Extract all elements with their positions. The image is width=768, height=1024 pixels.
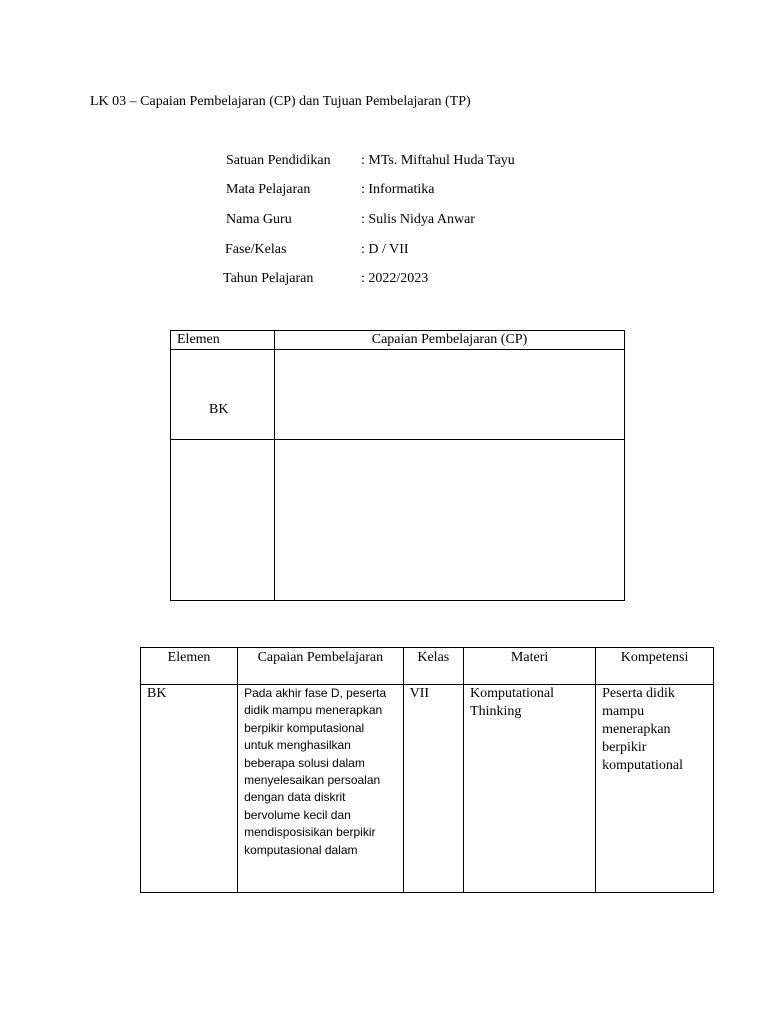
document-title: LK 03 – Capaian Pembelajaran (CP) dan Tujuan Pembelajaran (TP) xyxy=(90,94,471,109)
table-row xyxy=(171,350,625,440)
cp-table xyxy=(170,330,625,601)
info-value: : Informatika xyxy=(361,182,435,197)
header-elemen: Elemen xyxy=(141,648,238,685)
info-label: Fase/Kelas xyxy=(225,242,287,257)
table-header-row xyxy=(141,648,714,685)
table-row xyxy=(141,685,714,893)
cell-elemen xyxy=(171,440,275,601)
cell-cp xyxy=(275,440,625,601)
info-value: : D / VII xyxy=(361,242,409,257)
cell-kompetensi: Peserta didik mampu menerapkan berpikir komputational xyxy=(596,685,714,893)
header-kompetensi: Kompetensi xyxy=(596,648,714,685)
header-cp: Capaian Pembelajaran (CP) xyxy=(275,331,625,350)
info-label: Mata Pelajaran xyxy=(226,182,311,197)
header-cp: Capaian Pembelajaran xyxy=(238,648,403,685)
info-value: : MTs. Miftahul Huda Tayu xyxy=(361,153,515,168)
info-label: Nama Guru xyxy=(226,212,292,227)
cell-cp: Pada akhir fase D, peserta didik mampu menerapkan berpikir komputasional untuk menghasilkan beberapa solusi dalam menyelesaikan persoalan dengan data diskrit bervolume kecil dan mendisposisikan berpikir komputasional dalam xyxy=(238,685,403,893)
info-value: : Sulis Nidya Anwar xyxy=(361,212,475,227)
table-row xyxy=(171,440,625,601)
header-kelas: Kelas xyxy=(403,648,463,685)
tp-table xyxy=(140,647,714,893)
cell-elemen-text: BK xyxy=(209,402,229,417)
info-label: Satuan Pendidikan xyxy=(226,153,331,168)
header-elemen: Elemen xyxy=(171,331,275,350)
cell-materi: Komputational Thinking xyxy=(464,685,596,893)
cell-cp xyxy=(275,350,625,440)
cell-elemen: BK xyxy=(141,685,238,893)
cell-elemen xyxy=(171,350,275,440)
info-label: Tahun Pelajaran xyxy=(223,271,314,286)
header-materi: Materi xyxy=(464,648,596,685)
cell-kelas: VII xyxy=(403,685,463,893)
info-value: : 2022/2023 xyxy=(361,271,429,286)
table-header-row xyxy=(171,331,625,350)
